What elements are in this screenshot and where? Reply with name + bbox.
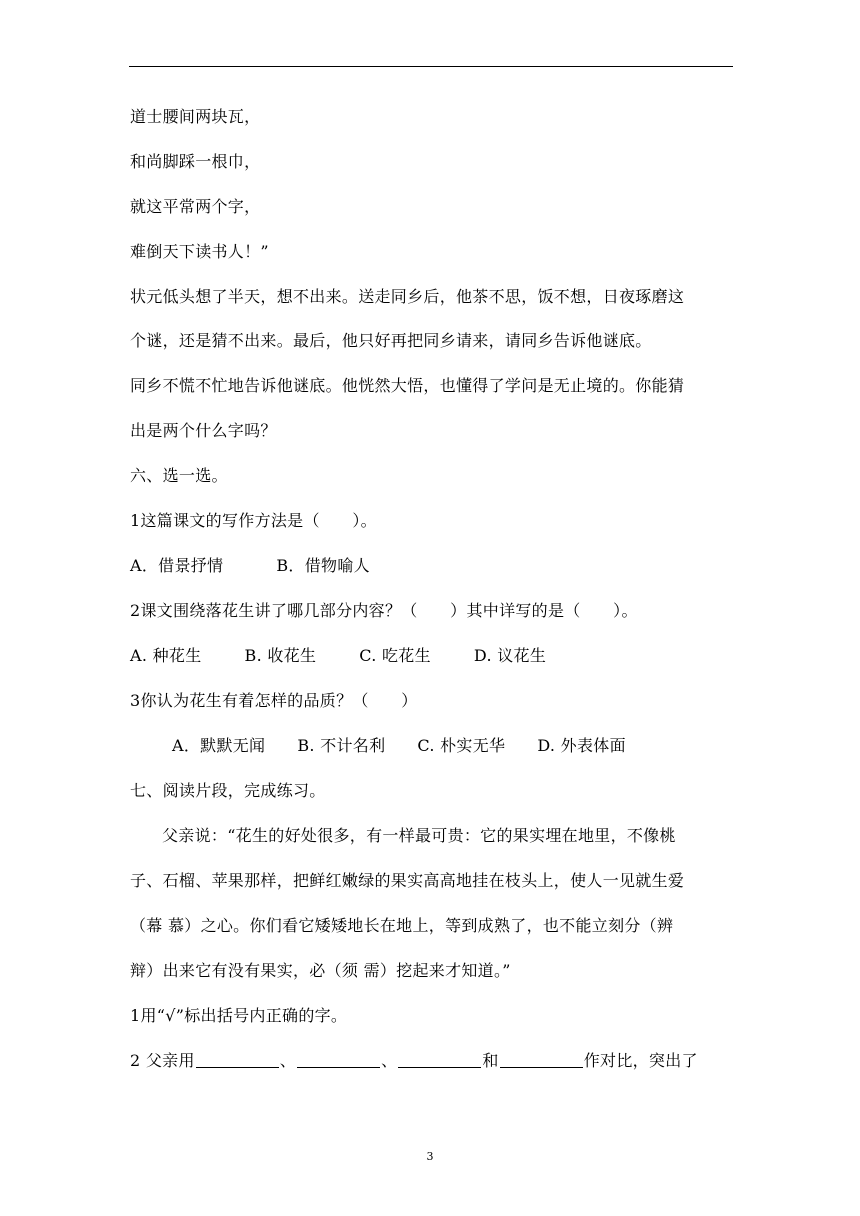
- passage-line-2: 子、石榴、苹果那样，把鲜红嫩绿的果实高高地挂在枝头上，使人一见就生爱: [130, 871, 685, 890]
- section-7-title: 七、阅读片段，完成练习。: [130, 781, 326, 800]
- answer-blank-3[interactable]: [398, 1050, 481, 1068]
- poem-line-2: 和尚脚踩一根巾，: [130, 152, 261, 171]
- answer-blank-1[interactable]: [196, 1050, 279, 1068]
- option-a: A．默默无闻: [172, 736, 266, 755]
- story-paragraph-1-line-2: 个谜，还是猜不出来。最后，他只好再把同乡请来，请同乡告诉他谜底。: [130, 331, 652, 350]
- option-b: B. 收花生: [244, 646, 317, 665]
- section-6-title: 六、选一选。: [130, 466, 228, 485]
- question-7-1: 1用“√”标出括号内正确的字。: [130, 1006, 348, 1025]
- question-6-3-options: [172, 735, 626, 757]
- separator-2: 、: [381, 1051, 398, 1070]
- poem-line-1: 道士腰间两块瓦，: [130, 107, 261, 126]
- question-7-2-start: 2 父亲用: [130, 1051, 195, 1070]
- option-a: A. 种花生: [130, 646, 202, 665]
- answer-blank-4[interactable]: [500, 1050, 583, 1068]
- conjunction-and: 和: [482, 1051, 499, 1070]
- header-rule: [129, 66, 733, 67]
- option-b: B. 不计名利: [297, 736, 386, 755]
- option-c: C. 吃花生: [359, 646, 431, 665]
- passage-line-3: （幕 慕）之心。你们看它矮矮地长在地上，等到成熟了，也不能立刻分（辨: [130, 916, 674, 935]
- poem-line-4: 难倒天下读书人！”: [130, 242, 269, 261]
- question-6-1-options: [130, 555, 370, 577]
- story-paragraph-2-line-2: 出是两个什么字吗？: [130, 421, 277, 440]
- story-paragraph-1-line-1: 状元低头想了半天，想不出来。送走同乡后，他茶不思，饭不想，日夜琢磨这: [130, 287, 685, 306]
- option-b: B．借物喻人: [276, 556, 370, 575]
- option-d: D. 外表体面: [537, 736, 626, 755]
- question-7-2-end: 作对比，突出了: [583, 1051, 698, 1070]
- question-7-2: [130, 1050, 698, 1072]
- page-number: 3: [426, 1150, 434, 1163]
- option-c: C. 朴实无华: [417, 736, 506, 755]
- poem-line-3: 就这平常两个字，: [130, 197, 261, 216]
- passage-line-1: 父亲说：“花生的好处很多，有一样最可贵：它的果实埋在地里，不像桃: [162, 826, 676, 845]
- question-6-2-options: [130, 645, 546, 667]
- answer-blank-2[interactable]: [297, 1050, 380, 1068]
- option-a: A．借景抒情: [130, 556, 224, 575]
- question-6-3: 3你认为花生有着怎样的品质？（ ）: [130, 691, 418, 710]
- question-6-1: 1这篇课文的写作方法是（ ）。: [130, 511, 377, 530]
- story-paragraph-2-line-1: 同乡不慌不忙地告诉他谜底。他恍然大悟，也懂得了学问是无止境的。你能猜: [130, 376, 685, 395]
- passage-line-4: 辩）出来它有没有果实，必（须 需）挖起来才知道。”: [130, 961, 511, 980]
- question-6-2: 2课文围绕落花生讲了哪几部分内容？（ ）其中详写的是（ ）。: [130, 601, 638, 620]
- separator-1: 、: [279, 1051, 297, 1070]
- option-d: D. 议花生: [473, 646, 547, 665]
